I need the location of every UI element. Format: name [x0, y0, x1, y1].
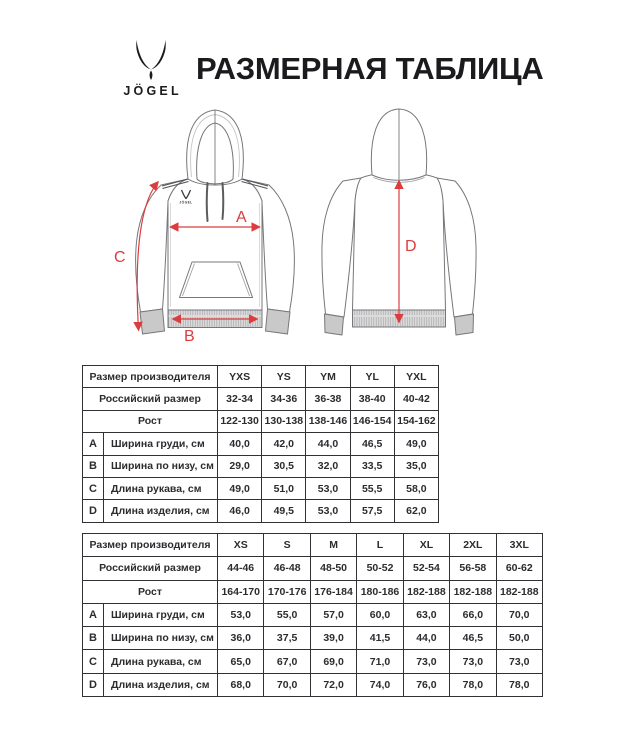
size-table-data-row	[83, 673, 543, 696]
measure-letter-cell: C	[83, 650, 104, 673]
measure-letter-cell: D	[83, 673, 104, 696]
measure-label-c: C	[114, 249, 126, 266]
size-value-cell: S	[264, 534, 310, 557]
measure-label-b: B	[184, 328, 195, 345]
measure-value-cell: 33,5	[350, 455, 394, 477]
measure-value-cell: 49,0	[218, 477, 262, 499]
measure-value-cell: 53,0	[218, 603, 264, 626]
measure-label-d: D	[405, 238, 417, 255]
measure-label-a: A	[236, 209, 247, 226]
measure-letter-cell: B	[83, 455, 104, 477]
size-value-cell: M	[310, 534, 356, 557]
size-table-data-row	[83, 650, 543, 673]
measure-value-cell: 73,0	[496, 650, 542, 673]
size-value-cell: YXL	[394, 366, 438, 388]
measure-value-cell: 68,0	[218, 673, 264, 696]
size-value-cell: 154-162	[394, 410, 438, 432]
measure-value-cell: 66,0	[450, 603, 496, 626]
size-value-cell: 182-188	[403, 580, 449, 603]
measure-value-cell: 36,0	[218, 627, 264, 650]
measure-value-cell: 78,0	[496, 673, 542, 696]
measure-value-cell: 58,0	[394, 477, 438, 499]
measure-value-cell: 73,0	[403, 650, 449, 673]
measure-name-cell: Ширина груди, см	[104, 433, 218, 455]
front-cuff-right	[266, 309, 291, 334]
jogel-v-icon	[134, 40, 168, 80]
measure-letter-cell: A	[83, 603, 104, 626]
measure-name-cell: Длина рукава, см	[104, 650, 218, 673]
size-value-cell: 46-48	[264, 557, 310, 580]
row-label-cell: Рост	[83, 410, 218, 432]
chest-logo-text: JÖGEL	[179, 200, 193, 205]
size-table-data-row	[83, 433, 439, 455]
size-table-data-row	[83, 455, 439, 477]
front-cuff-left	[140, 309, 165, 334]
size-table-header-row	[83, 580, 543, 603]
measure-value-cell: 49,5	[262, 500, 306, 522]
measure-name-cell: Ширина по низу, см	[104, 455, 218, 477]
size-value-cell: 36-38	[306, 388, 350, 410]
measure-value-cell: 40,0	[218, 433, 262, 455]
size-table-header-row	[83, 557, 543, 580]
measure-letter-cell: A	[83, 433, 104, 455]
measure-value-cell: 74,0	[357, 673, 403, 696]
measure-value-cell: 46,5	[450, 627, 496, 650]
size-table-youth	[82, 365, 439, 523]
hoodie-front-diagram	[110, 100, 300, 345]
size-table-adult	[82, 533, 543, 697]
back-cuff-left	[325, 314, 344, 335]
measure-value-cell: 44,0	[306, 433, 350, 455]
measure-value-cell: 42,0	[262, 433, 306, 455]
size-value-cell: XS	[218, 534, 264, 557]
measure-value-cell: 32,0	[306, 455, 350, 477]
size-value-cell: 34-36	[262, 388, 306, 410]
row-label-cell: Российский размер	[83, 388, 218, 410]
measure-value-cell: 78,0	[450, 673, 496, 696]
row-label-cell: Размер производителя	[83, 366, 218, 388]
measure-name-cell: Длина рукава, см	[104, 477, 218, 499]
page-title: РАЗМЕРНАЯ ТАБЛИЦА	[196, 51, 544, 86]
size-value-cell: 60-62	[496, 557, 542, 580]
measure-value-cell: 76,0	[403, 673, 449, 696]
measure-value-cell: 30,5	[262, 455, 306, 477]
measure-letter-cell: C	[83, 477, 104, 499]
measure-value-cell: 69,0	[310, 650, 356, 673]
measure-value-cell: 73,0	[450, 650, 496, 673]
brand-wordmark: JÖGEL	[123, 84, 182, 98]
size-table-data-row	[83, 603, 543, 626]
measure-value-cell: 37,5	[264, 627, 310, 650]
size-value-cell: 164-170	[218, 580, 264, 603]
measure-value-cell: 41,5	[357, 627, 403, 650]
measure-value-cell: 51,0	[262, 477, 306, 499]
row-label-cell: Российский размер	[83, 557, 218, 580]
size-value-cell: 44-46	[218, 557, 264, 580]
measure-value-cell: 55,0	[264, 603, 310, 626]
size-value-cell: 56-58	[450, 557, 496, 580]
measure-value-cell: 50,0	[496, 627, 542, 650]
measure-value-cell: 44,0	[403, 627, 449, 650]
size-value-cell: YM	[306, 366, 350, 388]
size-value-cell: YXS	[218, 366, 262, 388]
measure-value-cell: 29,0	[218, 455, 262, 477]
size-value-cell: 38-40	[350, 388, 394, 410]
brand-logo	[116, 40, 186, 98]
size-value-cell: 180-186	[357, 580, 403, 603]
size-table-data-row	[83, 500, 439, 522]
measure-value-cell: 53,0	[306, 477, 350, 499]
size-value-cell: XL	[403, 534, 449, 557]
measure-value-cell: 57,0	[310, 603, 356, 626]
measure-value-cell: 35,0	[394, 455, 438, 477]
size-value-cell: L	[357, 534, 403, 557]
measure-value-cell: 65,0	[218, 650, 264, 673]
size-value-cell: 2XL	[450, 534, 496, 557]
measure-value-cell: 57,5	[350, 500, 394, 522]
row-label-cell: Размер производителя	[83, 534, 218, 557]
measure-name-cell: Ширина по низу, см	[104, 627, 218, 650]
size-value-cell: 176-184	[310, 580, 356, 603]
size-table-data-row	[83, 477, 439, 499]
measure-value-cell: 46,0	[218, 500, 262, 522]
back-cuff-right	[455, 314, 474, 335]
size-table-header-row	[83, 534, 543, 557]
measure-name-cell: Длина изделия, см	[104, 500, 218, 522]
measure-value-cell: 63,0	[403, 603, 449, 626]
size-table-header-row	[83, 366, 439, 388]
size-table-header-row	[83, 410, 439, 432]
size-table-header-row	[83, 388, 439, 410]
size-value-cell: 122-130	[218, 410, 262, 432]
size-value-cell: 52-54	[403, 557, 449, 580]
measure-value-cell: 70,0	[496, 603, 542, 626]
measure-value-cell: 71,0	[357, 650, 403, 673]
hoodie-back-diagram	[315, 100, 505, 345]
size-value-cell: 48-50	[310, 557, 356, 580]
size-value-cell: 170-176	[264, 580, 310, 603]
measure-value-cell: 55,5	[350, 477, 394, 499]
row-label-cell: Рост	[83, 580, 218, 603]
measure-name-cell: Ширина груди, см	[104, 603, 218, 626]
measure-value-cell: 62,0	[394, 500, 438, 522]
measure-value-cell: 70,0	[264, 673, 310, 696]
measure-value-cell: 53,0	[306, 500, 350, 522]
measure-letter-cell: B	[83, 627, 104, 650]
size-value-cell: 130-138	[262, 410, 306, 432]
size-value-cell: 182-188	[450, 580, 496, 603]
size-value-cell: 3XL	[496, 534, 542, 557]
size-value-cell: 40-42	[394, 388, 438, 410]
size-value-cell: YS	[262, 366, 306, 388]
size-value-cell: 138-146	[306, 410, 350, 432]
measure-value-cell: 60,0	[357, 603, 403, 626]
measure-name-cell: Длина изделия, см	[104, 673, 218, 696]
measure-value-cell: 72,0	[310, 673, 356, 696]
measure-value-cell: 39,0	[310, 627, 356, 650]
measure-value-cell: 49,0	[394, 433, 438, 455]
measure-value-cell: 67,0	[264, 650, 310, 673]
size-value-cell: 182-188	[496, 580, 542, 603]
size-value-cell: YL	[350, 366, 394, 388]
size-value-cell: 146-154	[350, 410, 394, 432]
size-value-cell: 32-34	[218, 388, 262, 410]
measure-value-cell: 46,5	[350, 433, 394, 455]
size-value-cell: 50-52	[357, 557, 403, 580]
size-table-data-row	[83, 627, 543, 650]
measure-letter-cell: D	[83, 500, 104, 522]
